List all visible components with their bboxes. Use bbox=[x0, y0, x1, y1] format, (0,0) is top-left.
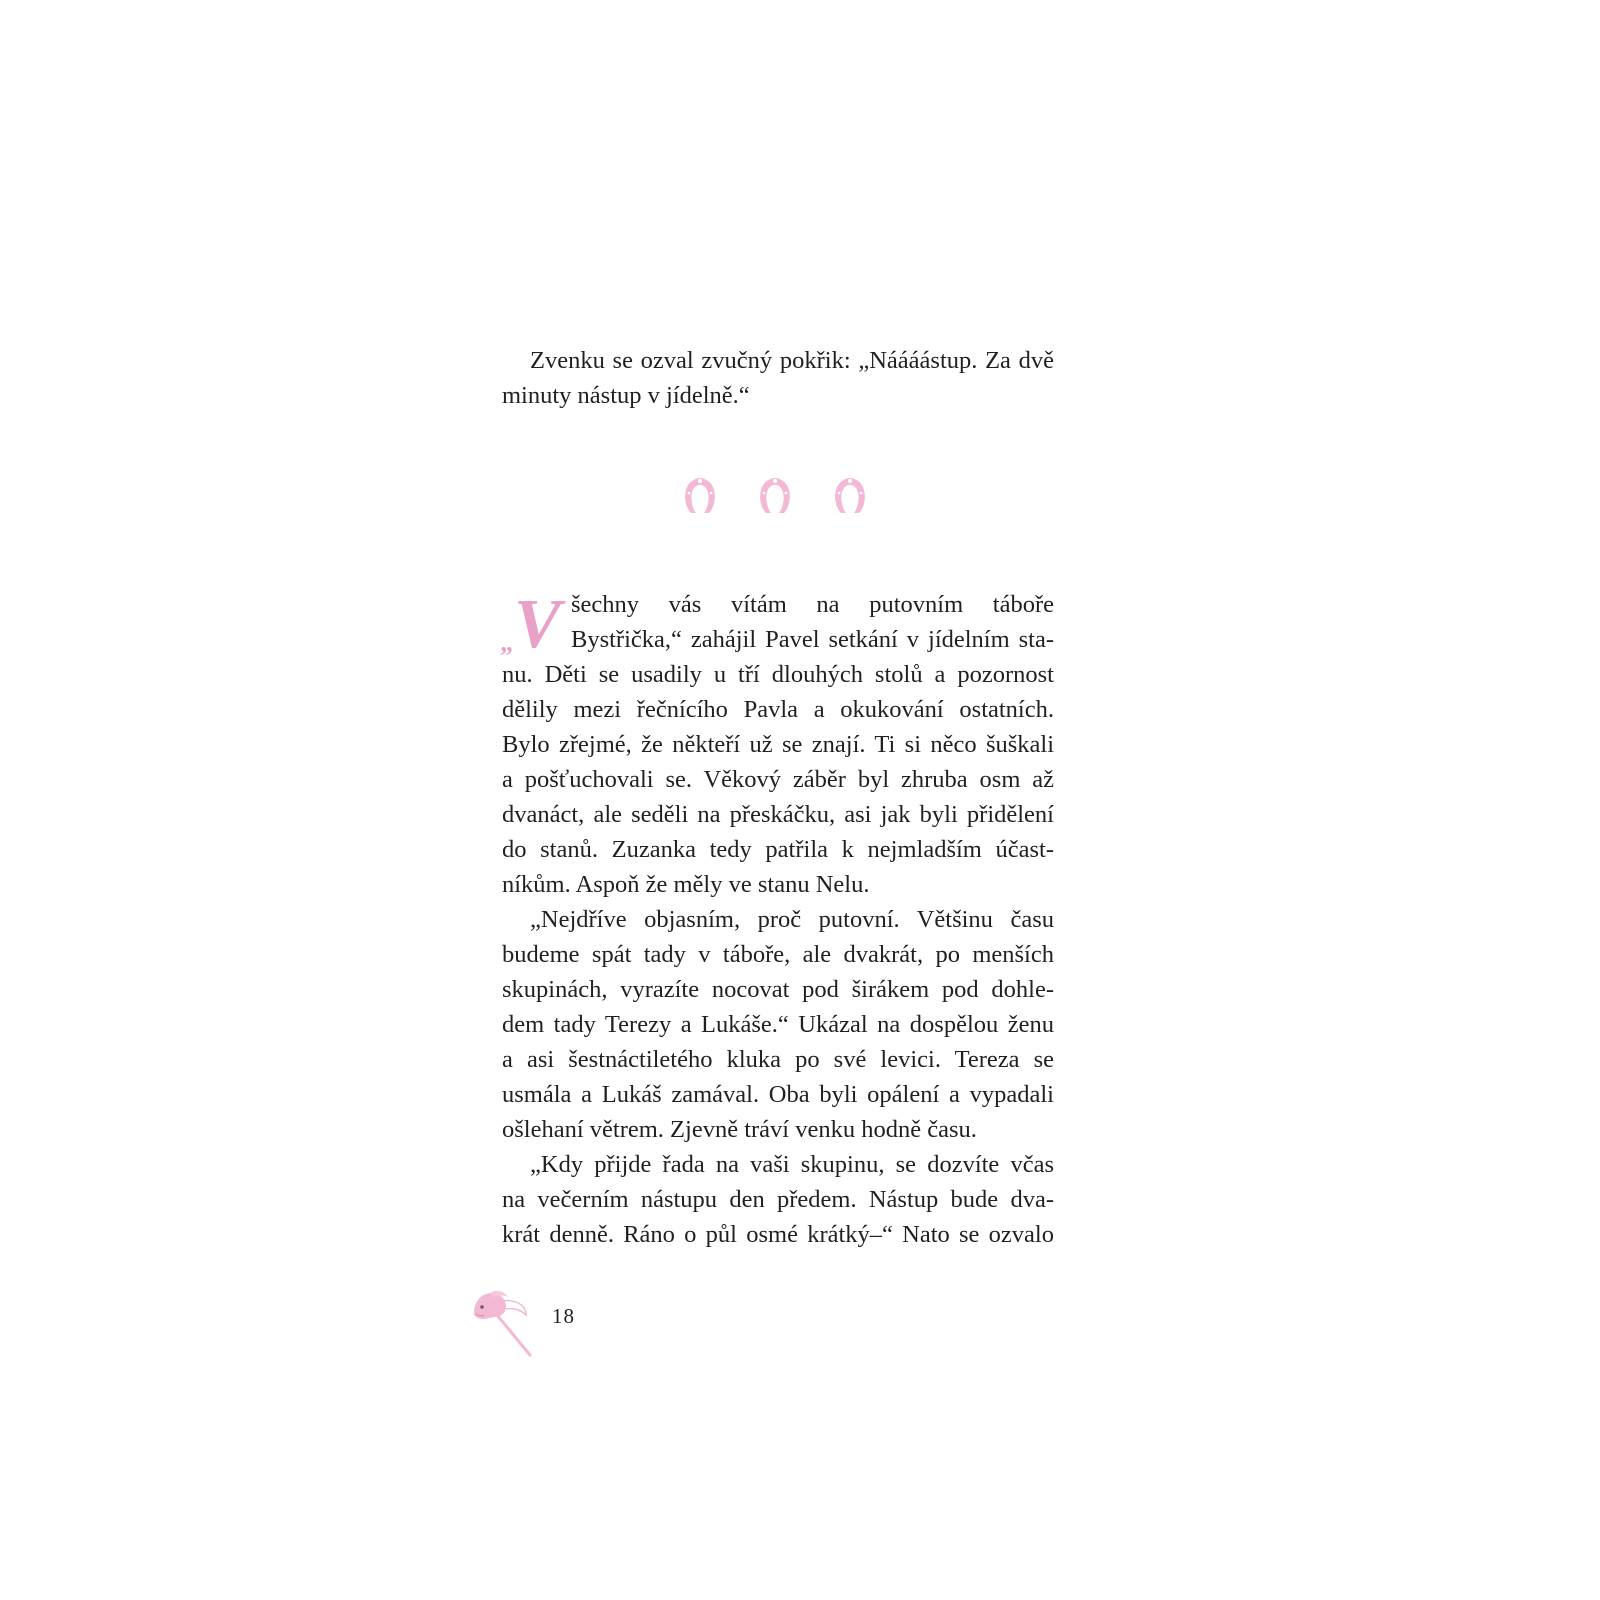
horseshoe-icon bbox=[830, 475, 870, 517]
text-line: krát denně. Ráno o půl osmé krátký–“ Nato se ozvalo bbox=[502, 1221, 1054, 1248]
text-line: skupinách, vyrazíte nocovat pod širákem pod dohle- bbox=[502, 976, 1054, 1003]
text-line: níkům. Aspoň že měly ve stanu Nelu. bbox=[502, 871, 870, 898]
text-line: Zvenku se ozval zvučný pokřik: „Náááástup. Za dvě bbox=[530, 347, 1054, 374]
text-line: a pošťuchovali se. Věkový záběr byl zhruba osm až bbox=[502, 766, 1054, 793]
horseshoe-icon bbox=[755, 475, 795, 517]
text-line: a asi šestnáctiletého kluka po své levici. Tereza se bbox=[502, 1046, 1054, 1073]
text-line: Bylo zřejmé, že někteří už se znají. Ti si něco šuškali bbox=[502, 731, 1054, 758]
paragraph bbox=[502, 587, 1054, 902]
hobby-horse-icon bbox=[470, 1287, 540, 1357]
text-line: dem tady Terezy a Lukáše.“ Ukázal na dospělou ženu bbox=[502, 1011, 1054, 1038]
horseshoe-icon bbox=[680, 475, 720, 517]
drop-cap-quote: „ bbox=[500, 628, 513, 655]
intro-paragraph bbox=[502, 343, 1054, 413]
paragraph bbox=[502, 1147, 1054, 1252]
body-text bbox=[502, 587, 1054, 1252]
paragraph bbox=[502, 902, 1054, 1147]
page-number: 18 bbox=[552, 1304, 575, 1328]
text-line: minuty nástup v jídelně.“ bbox=[502, 382, 750, 409]
text-line: dvanáct, ale seděli na přeskáčku, asi jak byli přidělení bbox=[502, 801, 1054, 828]
text-line: dělily mezi řečnícího Pavla a okukování ostatních. bbox=[502, 696, 1054, 723]
drop-cap-letter: V bbox=[514, 589, 561, 655]
text-line: usmála a Lukáš zamával. Oba byli opálení a vypadali bbox=[502, 1081, 1054, 1108]
text-line: šechny vás vítám na putovním táboře bbox=[571, 591, 1054, 618]
text-line: do stanů. Zuzanka tedy patřila k nejmladším účast- bbox=[502, 836, 1054, 863]
text-line: „Nejdříve objasním, proč putovní. Většinu času bbox=[530, 906, 1054, 933]
text-line: ošlehaní větrem. Zjevně tráví venku hodně času. bbox=[502, 1116, 977, 1143]
text-line: budeme spát tady v táboře, ale dvakrát, po menších bbox=[502, 941, 1054, 968]
section-separator bbox=[680, 475, 880, 520]
text-line: na večerním nástupu den předem. Nástup bude dva- bbox=[502, 1186, 1054, 1213]
text-line: Bystřička,“ zahájil Pavel setkání v jídelním sta- bbox=[571, 626, 1054, 653]
text-line: nu. Děti se usadily u tří dlouhých stolů a pozornost bbox=[502, 661, 1054, 688]
text-line: „Kdy přijde řada na vaši skupinu, se dozvíte včas bbox=[530, 1151, 1054, 1178]
